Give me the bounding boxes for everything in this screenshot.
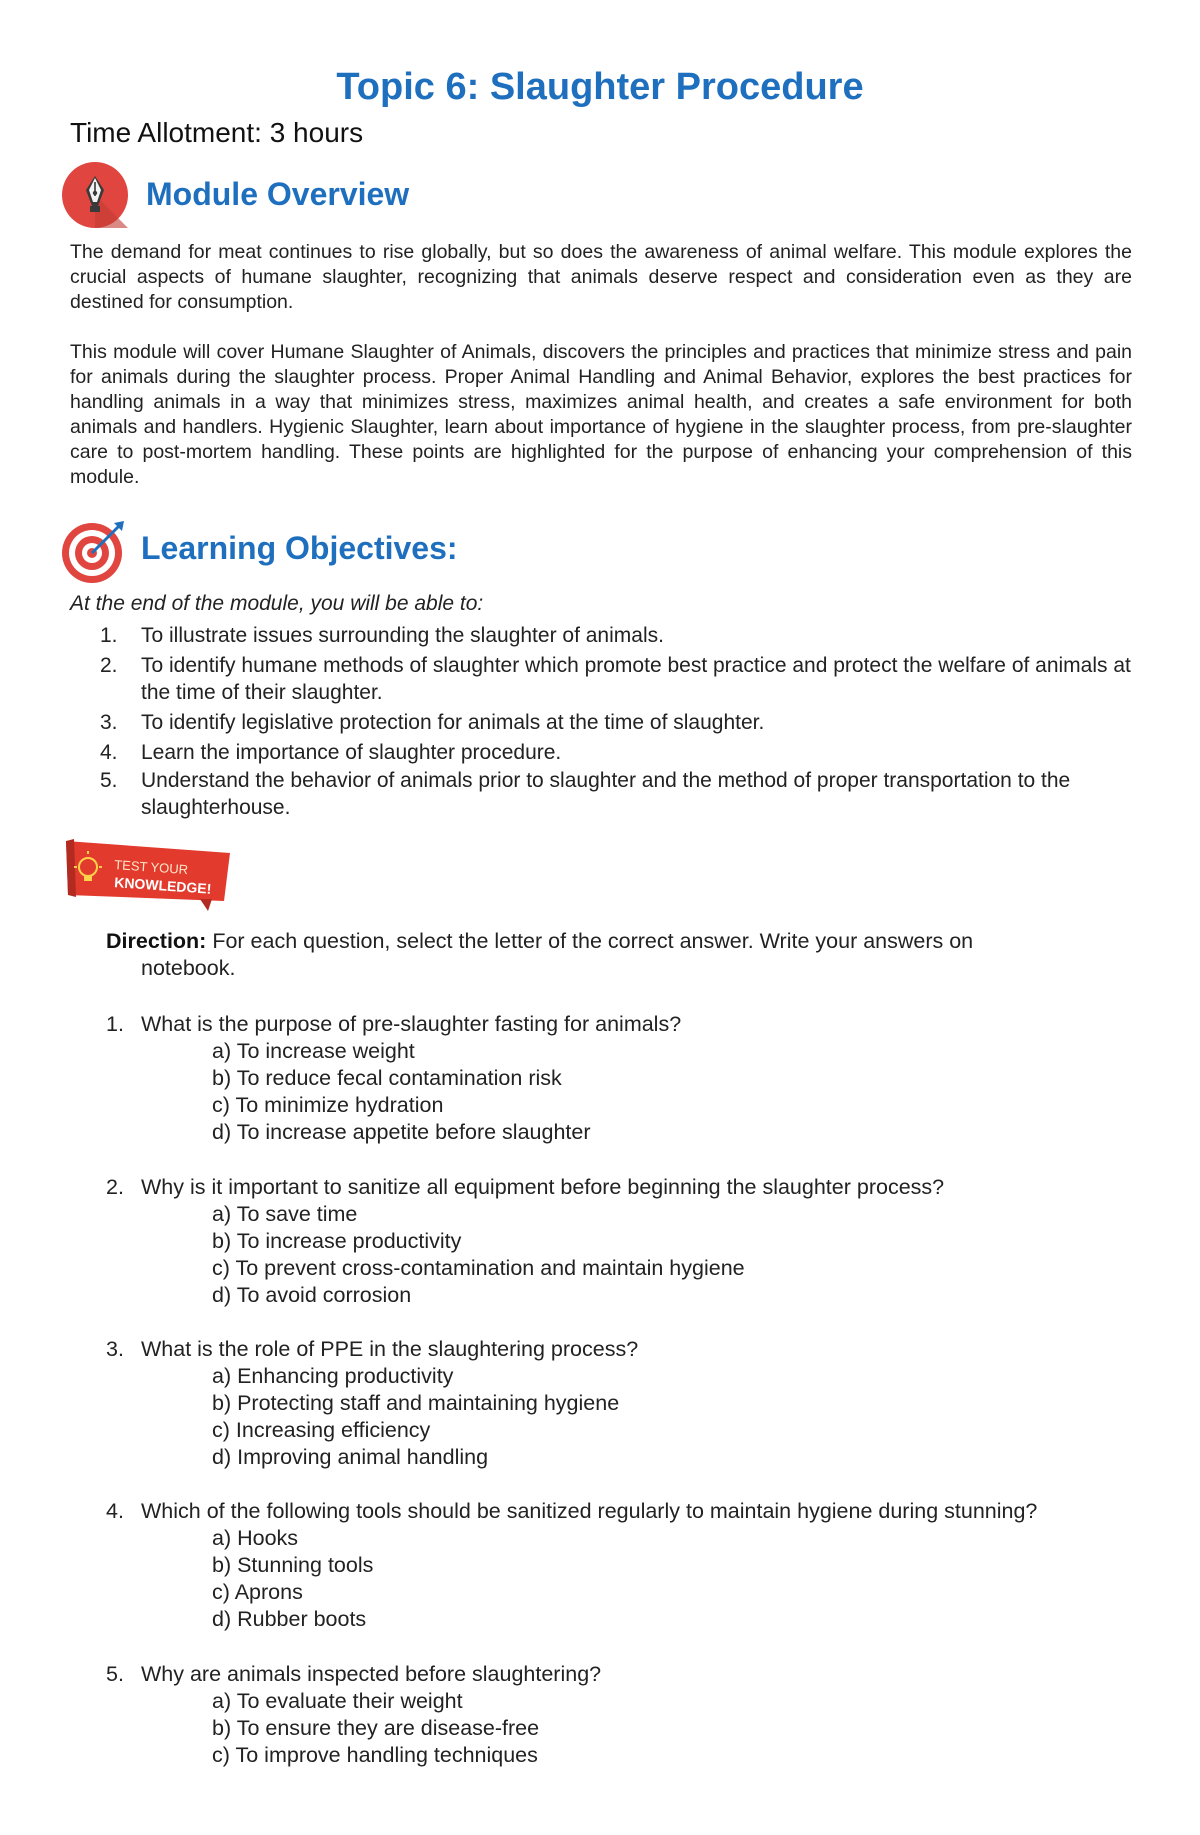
- question-block: [106, 1336, 1146, 1471]
- badge-line-2: KNOWLEDGE!: [113, 874, 212, 897]
- answer-option: d) Rubber boots: [212, 1607, 367, 1631]
- target-icon: [58, 517, 130, 585]
- question-block: [106, 1498, 1146, 1633]
- answer-option: a) Hooks: [212, 1526, 299, 1550]
- direction-label: Direction:: [106, 929, 207, 953]
- answer-option: b) To increase productivity: [212, 1229, 462, 1253]
- question-number: 5.: [106, 1662, 124, 1686]
- objective-number: 2.: [100, 654, 118, 677]
- question-text: What is the role of PPE in the slaughtering process?: [141, 1337, 639, 1361]
- badge-line-1: TEST YOUR: [113, 857, 189, 878]
- objective-number: 1.: [100, 624, 118, 647]
- test-your-knowledge-badge: [62, 835, 234, 913]
- question-block: [106, 1011, 1146, 1146]
- overview-paragraph-2: This module will cover Humane Slaughter of Animals, discovers the principles and practices that minimize stress and pain for animals during the slaughter process. Proper Animal Handling and Animal Behavior, explores the best practices for handling animals in a way that minimizes stress, maximizes animal health, and creates a safe environment for both animals and handlers. Hygienic Slaughter, learn about importance of hygiene in the slaughter process, from pre-slaughter care to post-mortem handling. These points are highlighted for the purpose of enhancing your comprehension of this module.: [70, 341, 1132, 488]
- answer-option: c) To improve handling techniques: [212, 1743, 538, 1767]
- objective-item: [100, 622, 1132, 649]
- overview-paragraph-1: The demand for meat continues to rise globally, but so does the awareness of animal welfare. This module explores the crucial aspects of humane slaughter, recognizing that animals deserve respect and consideration even as they are destined for consumption.: [70, 241, 1132, 313]
- objective-item: [100, 739, 1132, 766]
- objective-number: 4.: [100, 741, 118, 764]
- answer-option: b) To reduce fecal contamination risk: [212, 1066, 562, 1090]
- time-allotment: Time Allotment: 3 hours: [70, 117, 364, 148]
- answer-option: d) Improving animal handling: [212, 1445, 489, 1469]
- answer-option: c) Increasing efficiency: [212, 1418, 431, 1442]
- answer-option: b) Stunning tools: [212, 1553, 374, 1577]
- objective-item: [100, 709, 1132, 736]
- question-text: Why are animals inspected before slaughtering?: [141, 1662, 602, 1686]
- objective-text: Understand the behavior of animals prior to slaughter and the method of proper transportation to the slaughterhouse.: [141, 769, 1071, 819]
- question-number: 2.: [106, 1175, 124, 1199]
- answer-option: c) To minimize hydration: [212, 1093, 444, 1117]
- answer-option: a) To save time: [212, 1202, 358, 1226]
- overview-heading: Module Overview: [146, 176, 410, 212]
- question-block: [106, 1661, 1146, 1769]
- objective-number: 5.: [100, 769, 118, 792]
- answer-option: c) Aprons: [212, 1580, 303, 1604]
- page-title: Topic 6: Slaughter Procedure: [336, 66, 864, 108]
- question-text: What is the purpose of pre-slaughter fasting for animals?: [141, 1012, 682, 1036]
- answer-option: a) Enhancing productivity: [212, 1364, 454, 1388]
- direction-text: [106, 928, 1106, 982]
- answer-option: d) To avoid corrosion: [212, 1283, 412, 1307]
- objective-text: Learn the importance of slaughter procedure.: [141, 741, 562, 764]
- answer-option: a) To increase weight: [212, 1039, 415, 1063]
- question-block: [106, 1174, 1146, 1309]
- objectives-heading: Learning Objectives:: [141, 530, 458, 566]
- answer-option: a) To evaluate their weight: [212, 1689, 463, 1713]
- objective-text: To identify humane methods of slaughter which promote best practice and protect the welfare of animals at the time of their slaughter.: [141, 654, 1131, 704]
- objective-text: To identify legislative protection for animals at the time of slaughter.: [141, 711, 765, 734]
- pen-nib-icon: [60, 160, 130, 230]
- objectives-list: [100, 622, 1132, 821]
- objectives-lead: At the end of the module, you will be able to:: [70, 592, 484, 615]
- objective-number: 3.: [100, 711, 118, 734]
- direction-body: For each question, select the letter of the correct answer. Write your answers on: [206, 929, 974, 953]
- answer-option: b) Protecting staff and maintaining hygiene: [212, 1391, 620, 1415]
- answer-option: b) To ensure they are disease-free: [212, 1716, 540, 1740]
- answer-option: d) To increase appetite before slaughter: [212, 1120, 591, 1144]
- question-text: Which of the following tools should be sanitized regularly to maintain hygiene during stunning?: [141, 1499, 1038, 1523]
- objective-text: To illustrate issues surrounding the slaughter of animals.: [141, 624, 664, 647]
- objective-item: [100, 652, 1132, 706]
- question-text: Why is it important to sanitize all equipment before beginning the slaughter process?: [141, 1175, 945, 1199]
- answer-option: c) To prevent cross-contamination and maintain hygiene: [212, 1256, 745, 1280]
- question-number: 1.: [106, 1012, 124, 1036]
- question-number: 4.: [106, 1499, 124, 1523]
- objective-item: [100, 767, 1132, 821]
- direction-continuation: notebook.: [141, 956, 236, 980]
- question-number: 3.: [106, 1337, 124, 1361]
